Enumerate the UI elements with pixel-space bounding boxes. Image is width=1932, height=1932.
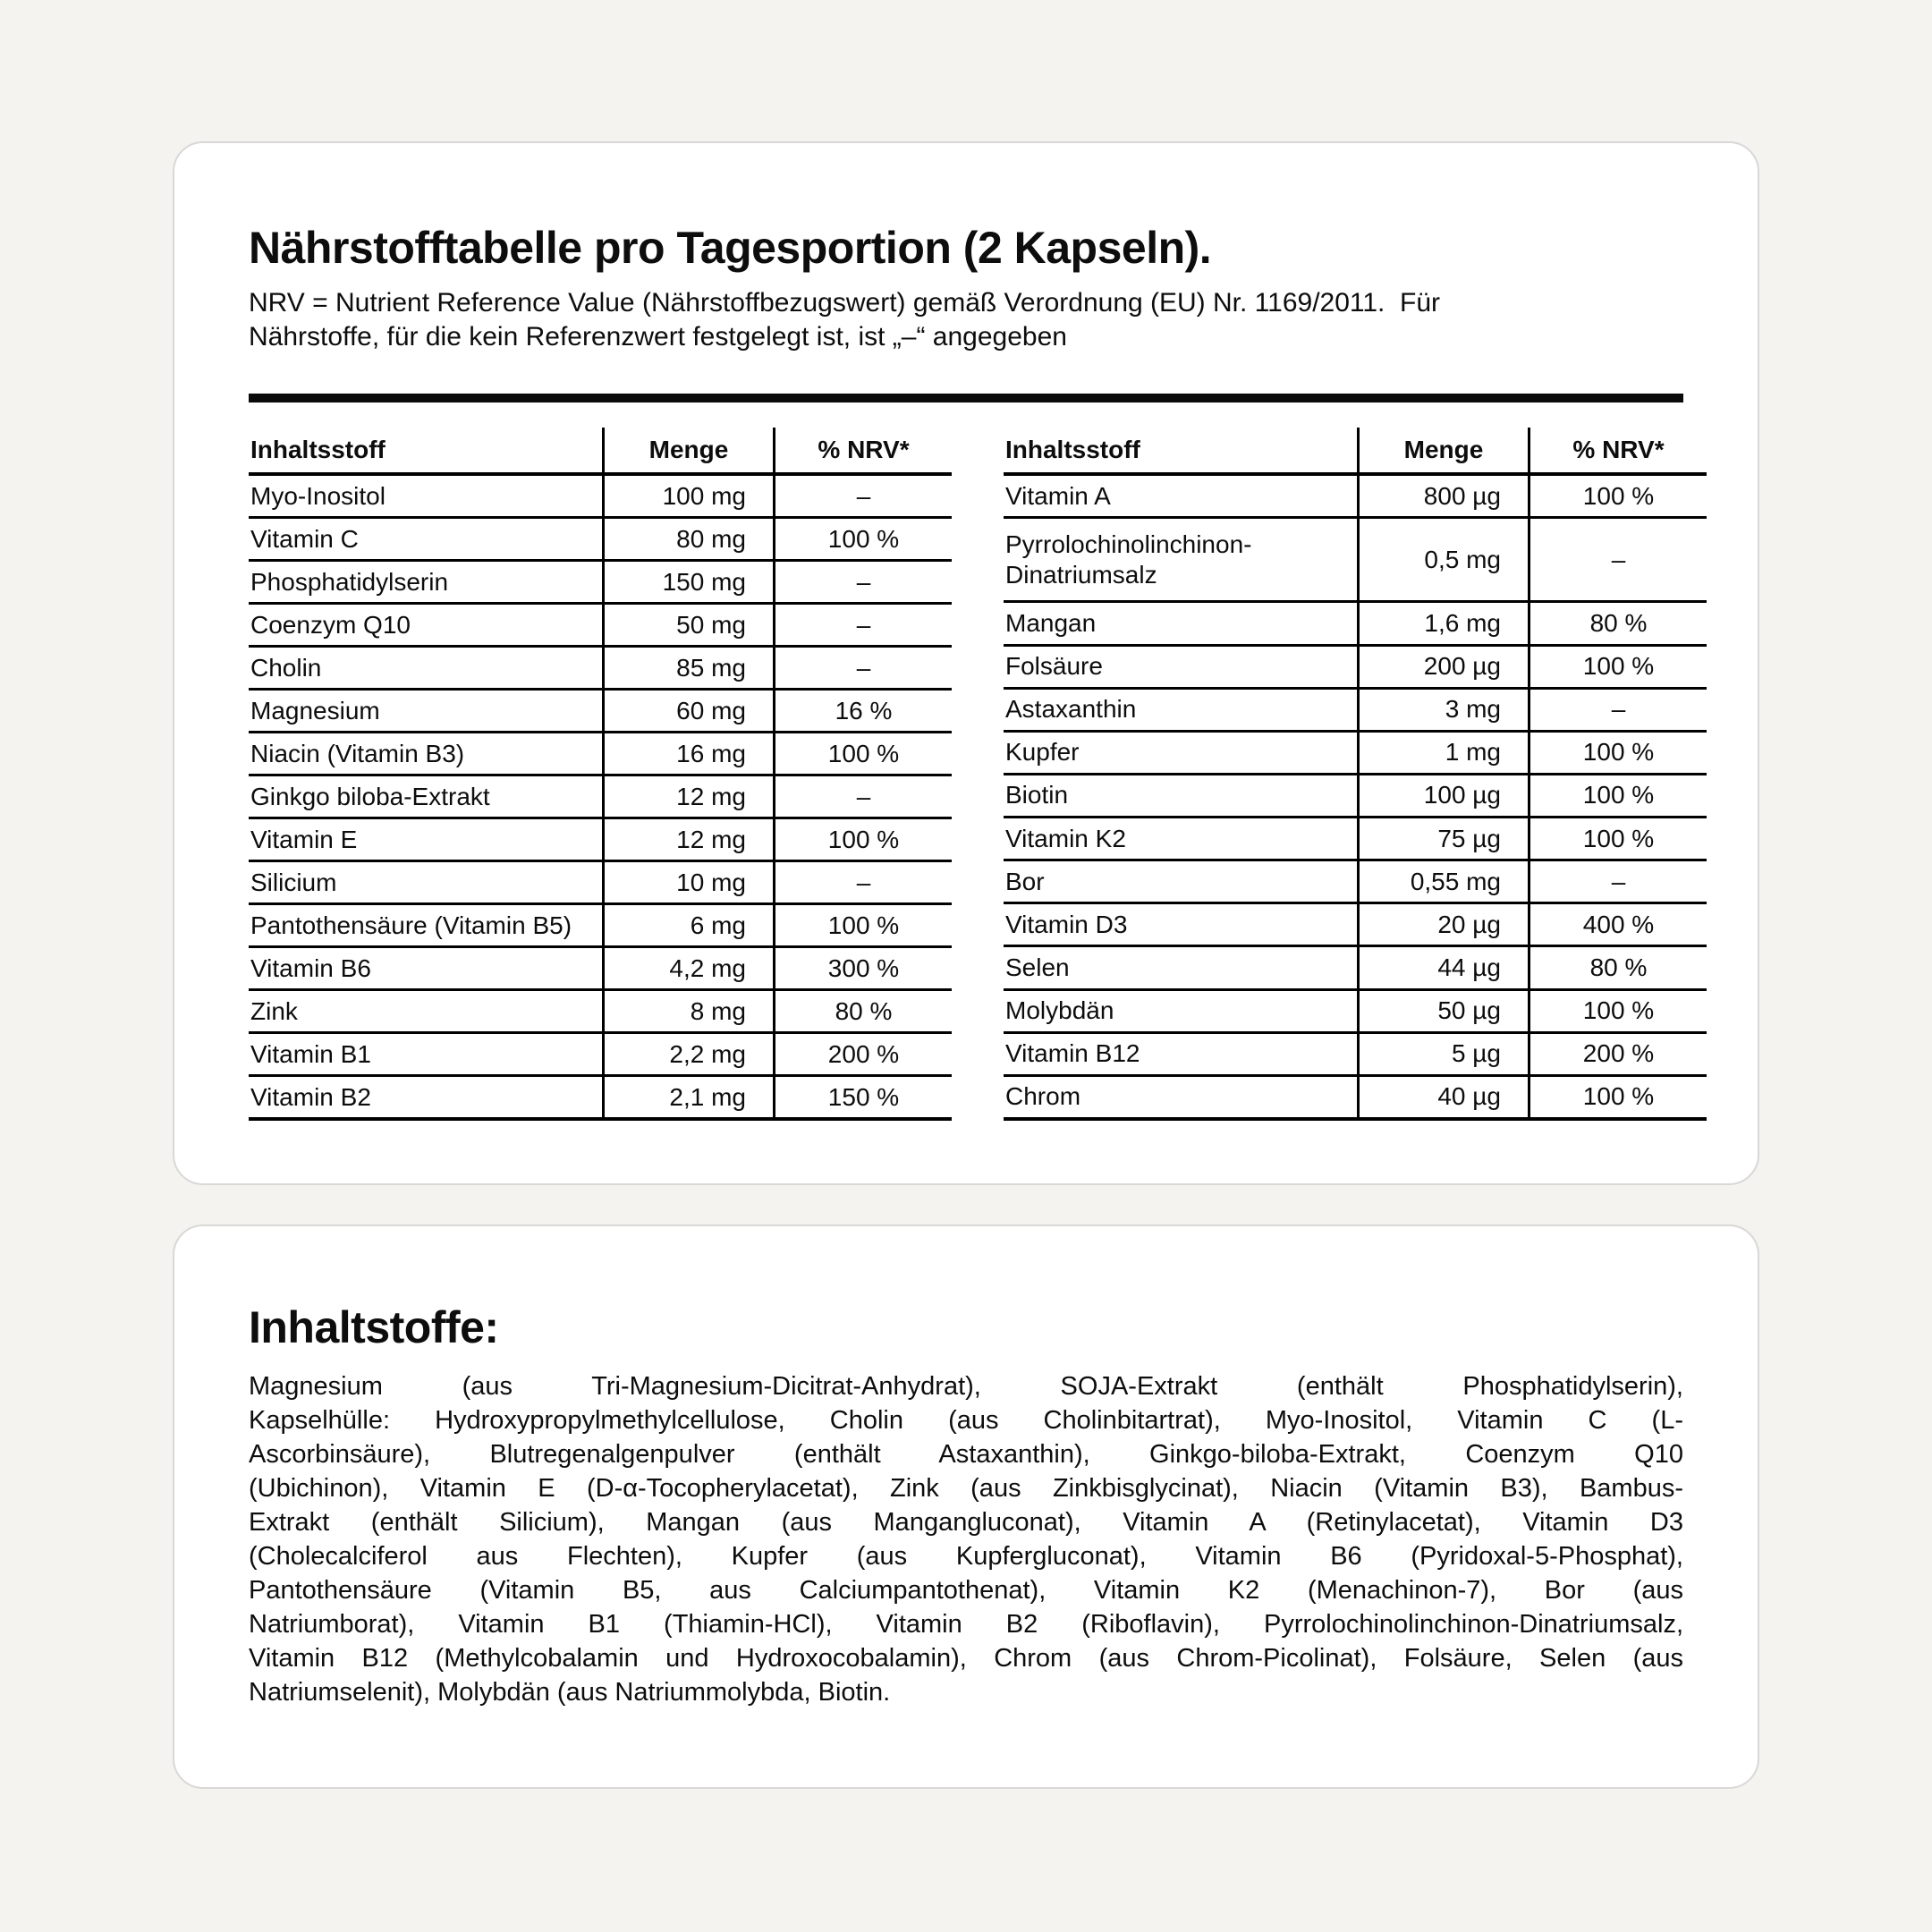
ingredient-name: Mangan <box>1004 602 1359 645</box>
column-header-inhaltsstoff: Inhaltsstoff <box>1004 428 1359 474</box>
header-row <box>1004 428 1707 474</box>
ingredient-amount: 100 µg <box>1359 774 1530 817</box>
ingredient-amount: 40 µg <box>1359 1075 1530 1119</box>
ingredient-amount: 0,5 mg <box>1359 518 1530 602</box>
table-row <box>1004 946 1707 989</box>
ingredient-amount: 1 mg <box>1359 731 1530 774</box>
nutrient-table-left <box>249 428 952 1121</box>
ingredient-amount: 5 µg <box>1359 1032 1530 1075</box>
header-row <box>249 428 952 474</box>
ingredient-name: Vitamin A <box>1004 474 1359 518</box>
ingredient-amount: 2,1 mg <box>604 1076 775 1120</box>
ingredient-amount: 150 mg <box>604 561 775 604</box>
ingredient-nrv: 100 % <box>1530 474 1707 518</box>
ingredient-nrv: 100 % <box>1530 645 1707 688</box>
table-row <box>249 1033 952 1076</box>
table-row <box>249 690 952 733</box>
ingredient-nrv: – <box>775 647 953 690</box>
table-row <box>1004 731 1707 774</box>
ingredient-name: Coenzym Q10 <box>249 604 604 647</box>
ingredient-amount: 44 µg <box>1359 946 1530 989</box>
ingredient-nrv: 80 % <box>1530 602 1707 645</box>
ingredient-name: Myo-Inositol <box>249 474 604 518</box>
table-row <box>1004 818 1707 860</box>
ingredient-nrv: 100 % <box>775 904 953 947</box>
table-row <box>249 561 952 604</box>
table-row <box>249 474 952 518</box>
table-row <box>249 947 952 990</box>
ingredient-nrv: – <box>775 604 953 647</box>
ingredient-name: Molybdän <box>1004 989 1359 1032</box>
ingredient-nrv: 400 % <box>1530 903 1707 946</box>
nutrient-table-right <box>1004 428 1707 1121</box>
ingredient-nrv: 100 % <box>1530 818 1707 860</box>
table-row <box>1004 474 1707 518</box>
ingredient-name: Selen <box>1004 946 1359 989</box>
ingredient-amount: 2,2 mg <box>604 1033 775 1076</box>
ingredient-nrv: 100 % <box>1530 774 1707 817</box>
text-line: Magnesium (aus Tri-Magnesium-Dicitrat-Anhydrat), SOJA-Extrakt (enthält Phosphatidylserin), <box>249 1372 1683 1401</box>
table-row <box>1004 518 1707 602</box>
ingredient-nrv: – <box>775 474 953 518</box>
ingredient-nrv: 100 % <box>775 818 953 861</box>
ingredient-amount: 12 mg <box>604 818 775 861</box>
ingredient-name: Silicium <box>249 861 604 904</box>
table-row <box>1004 602 1707 645</box>
ingredient-amount: 85 mg <box>604 647 775 690</box>
ingredient-nrv: 150 % <box>775 1076 953 1120</box>
ingredient-nrv: – <box>775 861 953 904</box>
ingredient-name: Magnesium <box>249 690 604 733</box>
text-line: Nährstoffe, für die kein Referenzwert festgelegt ist, ist „–“ angegeben <box>249 322 1067 352</box>
ingredient-nrv: 200 % <box>1530 1032 1707 1075</box>
table-row <box>249 861 952 904</box>
text-line: Natriumborat), Vitamin B1 (Thiamin-HCl), Vitamin B2 (Riboflavin), Pyrrolochinolinchinon-Dinatriumsalz, <box>249 1610 1683 1639</box>
ingredient-nrv: – <box>775 561 953 604</box>
table-row <box>249 647 952 690</box>
ingredient-amount: 20 µg <box>1359 903 1530 946</box>
table-row <box>249 818 952 861</box>
ingredient-name: Vitamin D3 <box>1004 903 1359 946</box>
ingredient-nrv: 100 % <box>775 733 953 775</box>
ingredient-nrv: 16 % <box>775 690 953 733</box>
ingredient-name: Biotin <box>1004 774 1359 817</box>
table-row <box>249 604 952 647</box>
ingredient-amount: 0,55 mg <box>1359 860 1530 903</box>
ingredient-amount: 75 µg <box>1359 818 1530 860</box>
text-line: Pantothensäure (Vitamin B5, aus Calciumpantothenat), Vitamin K2 (Menachinon-7), Bor (aus <box>249 1576 1683 1605</box>
column-header-nrv: % NRV* <box>775 428 953 474</box>
ingredient-amount: 1,6 mg <box>1359 602 1530 645</box>
ingredient-name: Vitamin B6 <box>249 947 604 990</box>
ingredient-amount: 50 µg <box>1359 989 1530 1032</box>
ingredient-nrv: 100 % <box>1530 731 1707 774</box>
table-row <box>1004 903 1707 946</box>
divider-bar <box>249 394 1683 402</box>
table-row <box>1004 1032 1707 1075</box>
ingredient-amount: 80 mg <box>604 518 775 561</box>
text-line: NRV = Nutrient Reference Value (Nährstoffbezugswert) gemäß Verordnung (EU) Nr. 1169/2011. Für <box>249 288 1441 318</box>
column-header-menge: Menge <box>604 428 775 474</box>
ingredient-name: Vitamin K2 <box>1004 818 1359 860</box>
table-row <box>1004 774 1707 817</box>
ingredient-amount: 3 mg <box>1359 688 1530 731</box>
ingredient-amount: 10 mg <box>604 861 775 904</box>
ingredient-nrv: – <box>775 775 953 818</box>
nutrient-table-card <box>173 141 1759 1185</box>
ingredient-name: Pyrrolochinolinchinon-Dinatriumsalz <box>1004 518 1359 602</box>
text-line: Extrakt (enthält Silicium), Mangan (aus Mangangluconat), Vitamin A (Retinylacetat), Vitamin D3 <box>249 1508 1683 1537</box>
ingredient-amount: 100 mg <box>604 474 775 518</box>
ingredient-amount: 200 µg <box>1359 645 1530 688</box>
ingredient-name: Folsäure <box>1004 645 1359 688</box>
ingredient-name: Kupfer <box>1004 731 1359 774</box>
column-header-inhaltsstoff: Inhaltsstoff <box>249 428 604 474</box>
ingredients-heading: Inhaltstoffe: <box>249 1302 499 1352</box>
ingredient-name: Vitamin C <box>249 518 604 561</box>
text-line: Natriumselenit), Molybdän (aus Natriummolybda, Biotin. <box>249 1678 891 1707</box>
ingredient-name: Bor <box>1004 860 1359 903</box>
ingredient-nrv: – <box>1530 688 1707 731</box>
table-row <box>1004 688 1707 731</box>
ingredient-amount: 60 mg <box>604 690 775 733</box>
text-line: Ascorbinsäure), Blutregenalgenpulver (enthält Astaxanthin), Ginkgo-biloba-Extrakt, Coenzym Q10 <box>249 1440 1683 1469</box>
ingredient-nrv: 80 % <box>1530 946 1707 989</box>
ingredient-name: Vitamin E <box>249 818 604 861</box>
ingredient-name: Astaxanthin <box>1004 688 1359 731</box>
table-row <box>249 775 952 818</box>
ingredient-name: Vitamin B2 <box>249 1076 604 1120</box>
table-row <box>249 733 952 775</box>
table-row <box>1004 989 1707 1032</box>
ingredient-name: Pantothensäure (Vitamin B5) <box>249 904 604 947</box>
ingredient-amount: 4,2 mg <box>604 947 775 990</box>
table-row <box>1004 645 1707 688</box>
text-line: (Ubichinon), Vitamin E (D-α-Tocopherylacetat), Zink (aus Zinkbisglycinat), Niacin (Vitamin B3), Bambus- <box>249 1474 1683 1503</box>
ingredient-name: Vitamin B1 <box>249 1033 604 1076</box>
ingredient-amount: 800 µg <box>1359 474 1530 518</box>
ingredient-nrv: 200 % <box>775 1033 953 1076</box>
ingredient-amount: 6 mg <box>604 904 775 947</box>
ingredient-nrv: 80 % <box>775 990 953 1033</box>
ingredient-name: Ginkgo biloba-Extrakt <box>249 775 604 818</box>
nutrient-table-title: Nährstofftabelle pro Tagesportion (2 Kapseln). <box>249 223 1212 273</box>
ingredient-name: Vitamin B12 <box>1004 1032 1359 1075</box>
ingredient-nrv: – <box>1530 860 1707 903</box>
ingredient-amount: 8 mg <box>604 990 775 1033</box>
text-line: Vitamin B12 (Methylcobalamin und Hydroxocobalamin), Chrom (aus Chrom-Picolinat), Folsäure, Selen (aus <box>249 1644 1683 1673</box>
text-line: (Cholecalciferol aus Flechten), Kupfer (aus Kupfergluconat), Vitamin B6 (Pyridoxal-5-Phosphat), <box>249 1542 1683 1571</box>
column-header-menge: Menge <box>1359 428 1530 474</box>
ingredient-amount: 16 mg <box>604 733 775 775</box>
ingredients-card <box>173 1224 1759 1789</box>
ingredient-nrv: 100 % <box>775 518 953 561</box>
nutrient-tables <box>249 428 1683 1121</box>
table-row <box>1004 1075 1707 1119</box>
ingredient-nrv: 100 % <box>1530 989 1707 1032</box>
ingredient-amount: 50 mg <box>604 604 775 647</box>
table-row <box>1004 860 1707 903</box>
text-line: Kapselhülle: Hydroxypropylmethylcellulose, Cholin (aus Cholinbitartrat), Myo-Inositol, Vitamin C (L- <box>249 1406 1683 1435</box>
ingredient-nrv: 100 % <box>1530 1075 1707 1119</box>
table-row <box>249 990 952 1033</box>
table-row <box>249 1076 952 1120</box>
nrv-note <box>249 286 1683 354</box>
table-row <box>249 518 952 561</box>
ingredient-name: Niacin (Vitamin B3) <box>249 733 604 775</box>
table-row <box>249 904 952 947</box>
ingredient-nrv: – <box>1530 518 1707 602</box>
ingredient-name: Chrom <box>1004 1075 1359 1119</box>
ingredients-paragraph <box>249 1369 1683 1709</box>
column-header-nrv: % NRV* <box>1530 428 1707 474</box>
ingredient-name: Phosphatidylserin <box>249 561 604 604</box>
ingredient-name: Zink <box>249 990 604 1033</box>
ingredient-name: Cholin <box>249 647 604 690</box>
ingredient-amount: 12 mg <box>604 775 775 818</box>
ingredient-nrv: 300 % <box>775 947 953 990</box>
